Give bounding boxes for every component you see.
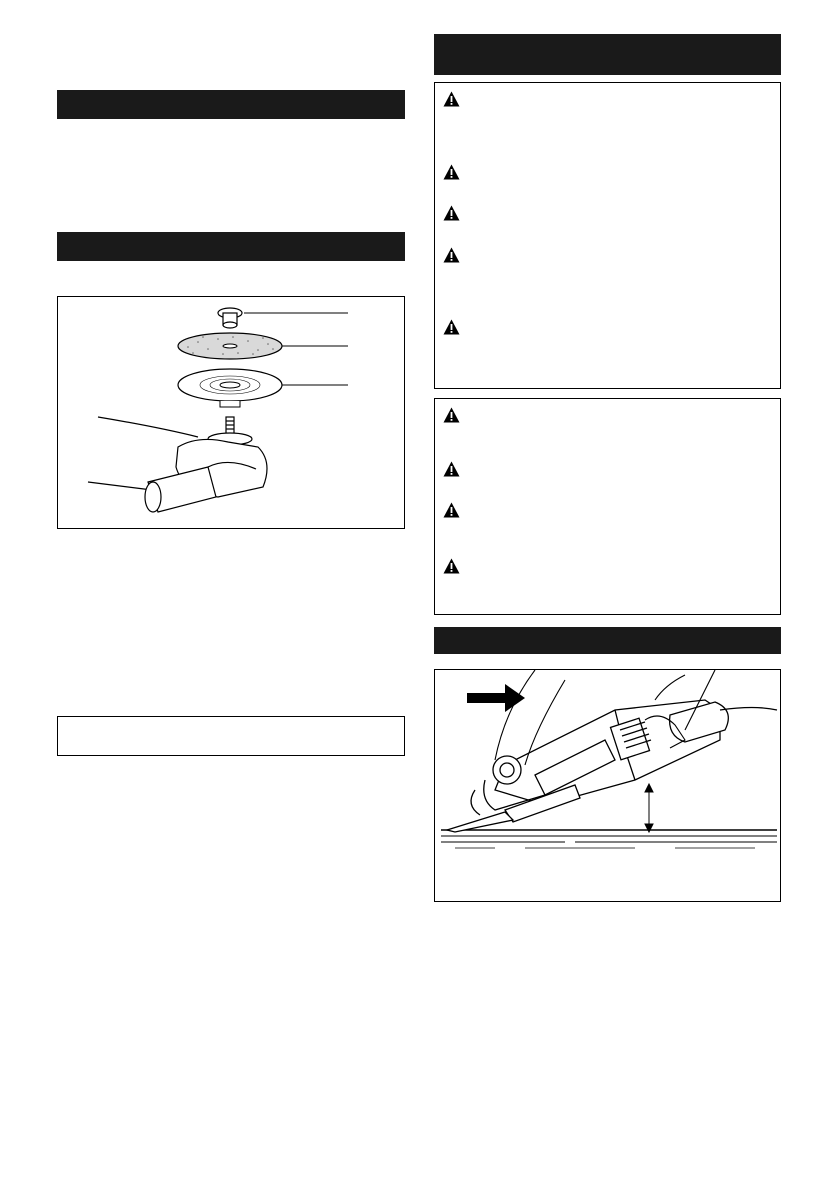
backing-pad (178, 369, 282, 407)
warning-triangle-icon (443, 247, 460, 263)
note-box (57, 716, 405, 756)
angle-indicator (645, 784, 653, 832)
warning-box (434, 82, 781, 389)
warning-triangle-icon (443, 407, 460, 423)
warning-triangle-icon (443, 461, 460, 477)
warning-triangle-icon (443, 91, 460, 107)
abrasive-disc (178, 333, 282, 359)
grinder-head (88, 417, 267, 512)
lock-nut (218, 308, 242, 328)
section-heading-bar (57, 232, 405, 261)
arrow-right-icon (467, 684, 525, 712)
warning-box (434, 398, 781, 615)
section-heading-bar (434, 627, 781, 654)
wheel-assembly-illustration (58, 297, 403, 527)
section-heading-bar (57, 90, 405, 119)
grinding-operation-illustration (435, 670, 779, 900)
grinding-operation-figure (434, 669, 781, 902)
section-heading-bar (434, 34, 781, 75)
angle-grinder (447, 700, 777, 832)
warning-triangle-icon (443, 558, 460, 574)
warning-triangle-icon (443, 205, 460, 221)
warning-triangle-icon (443, 164, 460, 180)
wheel-assembly-figure (57, 296, 405, 529)
warning-triangle-icon (443, 502, 460, 518)
warning-triangle-icon (443, 319, 460, 335)
workpiece-surface (441, 830, 777, 848)
